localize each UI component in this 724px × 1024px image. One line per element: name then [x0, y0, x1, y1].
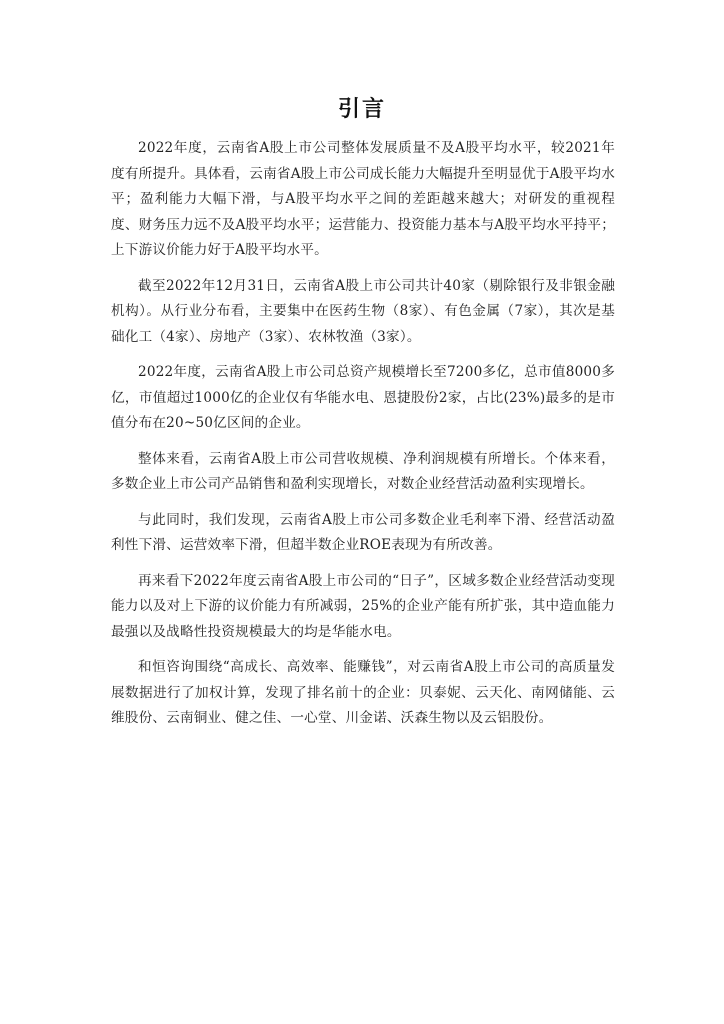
paragraph-1: 2022年度，云南省A股上市公司整体发展质量不及A股平均水平，较2021年度有所提升。具体看，云南省A股上市公司成长能力大幅提升至明显优于A股平均水平；盈利能力大幅下滑，与A股平均水平之间的差距越来越大；对研发的重视程度、财务压力远不及A股平均水平；运营能力、投资能力基本与A股平均水平持平；上下游议价能力好于A股平均水平。: [111, 140, 615, 258]
document-body: [111, 136, 615, 742]
paragraph-2: 截至2022年12月31日，云南省A股上市公司共计40家（剔除银行及非银金融机构）。从行业分布看，主要集中在医药生物（8家）、有色金属（7家），其次是基础化工（4家）、房地产（3家）、农林牧渔（3家）。: [111, 277, 615, 345]
paragraph-7: 和恒咨询围绕“高成长、高效率、能赚钱”，对云南省A股上市公司的高质量发展数据进行了加权计算，发现了排名前十的企业：贝泰妮、云天化、南网储能、云维股份、云南铜业、健之佳、一心堂、川金诺、沃森生物以及云铝股份。: [111, 659, 615, 726]
paragraph-5: 与此同时，我们发现，云南省A股上市公司多数企业毛利率下滑、经营活动盈利性下滑、运营效率下滑，但超半数企业ROE表现为有所改善。: [111, 511, 615, 553]
paragraph-6: 再来看下2022年度云南省A股上市公司的“日子”，区域多数企业经营活动变现能力以及对上下游的议价能力有所减弱，25%的企业产能有所扩张，其中造血能力最强以及战略性投资规模最大的均是华能水电。: [111, 572, 615, 640]
paragraph-4: 整体来看，云南省A股上市公司营收规模、净利润规模有所增长。个体来看，多数企业上市公司产品销售和盈利实现增长，对数企业经营活动盈利实现增长。: [111, 450, 615, 492]
paragraph-3: 2022年度，云南省A股上市公司总资产规模增长至7200多亿，总市值8000多亿，市值超过1000亿的企业仅有华能水电、恩捷股份2家，占比(23%)最多的是市值分布在20~50亿区间的企业。: [111, 364, 615, 431]
page-title: 引言: [337, 97, 386, 122]
